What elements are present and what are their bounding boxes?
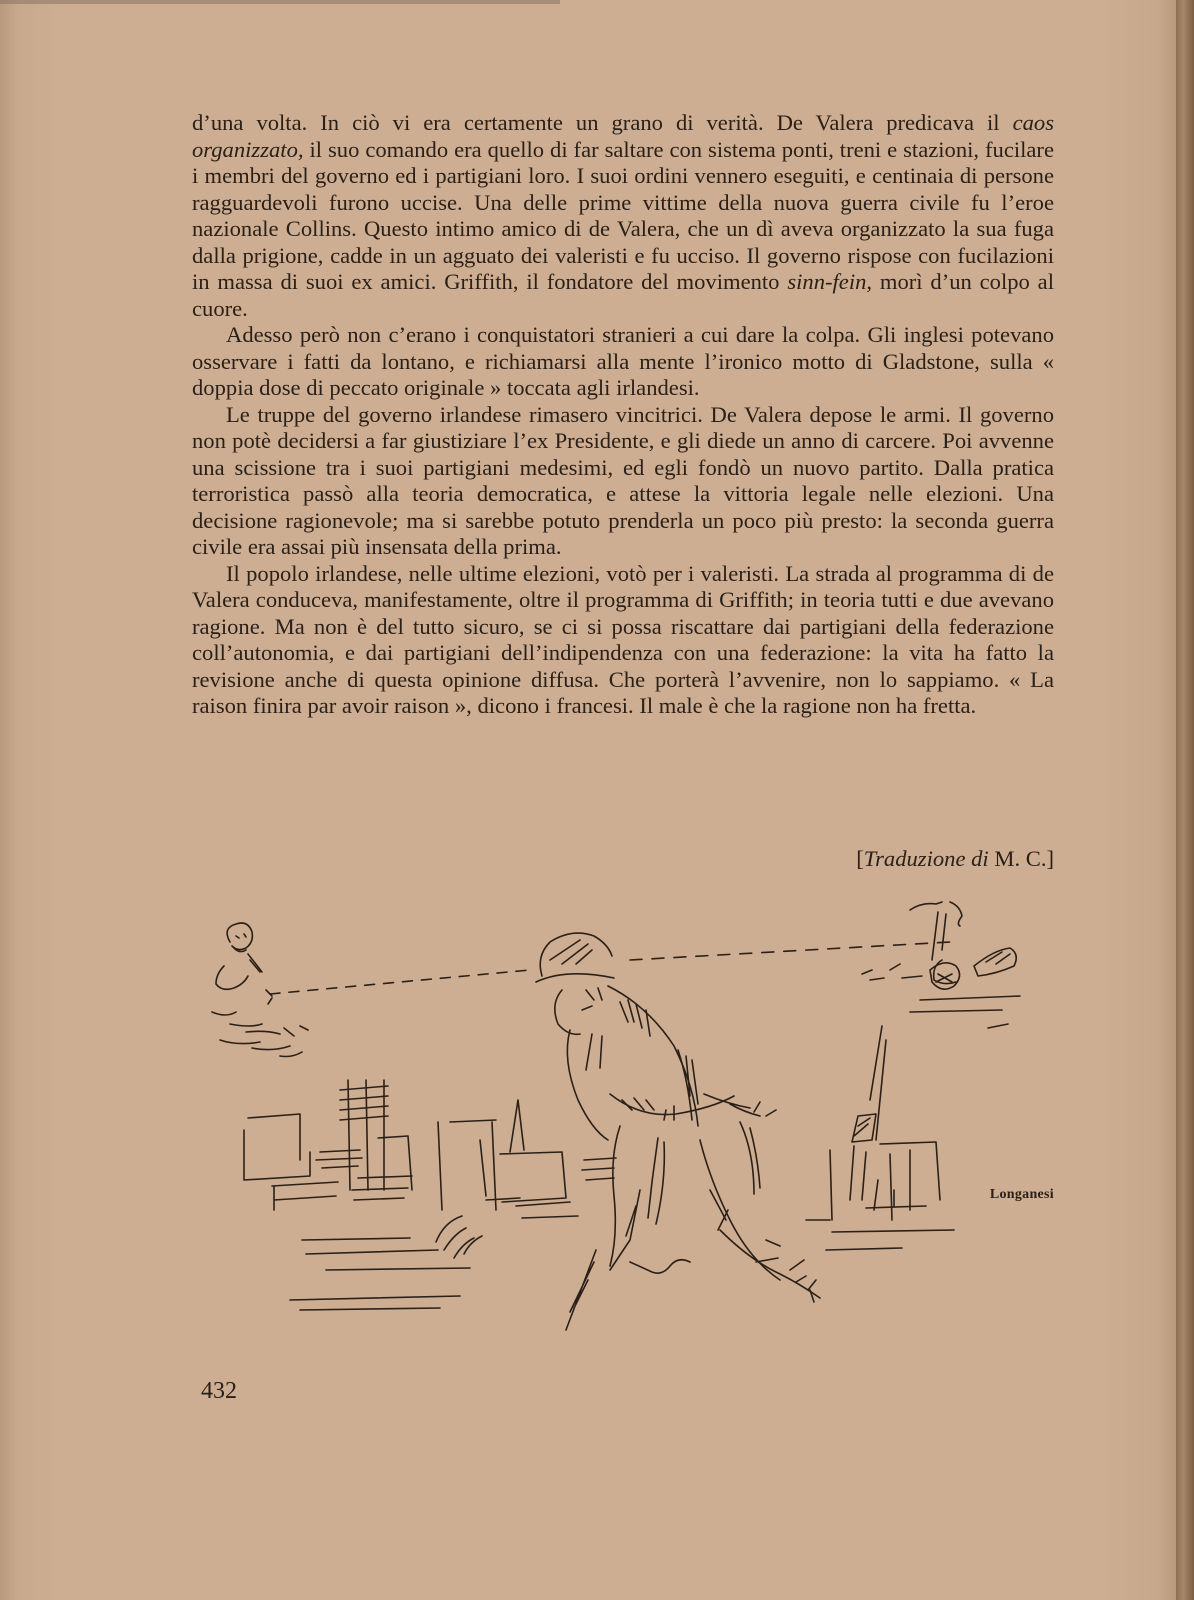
italic-phrase: sinn-fein, xyxy=(787,269,873,294)
italic-phrase: caos organizzato, xyxy=(192,110,1054,162)
left-furniture-drawing xyxy=(244,1080,616,1310)
text-run: il suo comando era quello di far saltare con sistema ponti, treni e stazioni, fucilare i membri del governo ed i partigiani loro. I suoi ordini vennero eseguiti, e centinaia di persone ragguardevoli furono uccise. Una delle prime vittime della nuova guerra civile fu l’eroe nazionale Collins. Questo intimo amico di de Valera, che un dì aveva organizzato la sua fuga dalla prigione, cadde in un agguato dei valeristi e fu ucciso. Il governo rispose con fucilazioni in massa di suoi ex amici. Griffith, il fondatore del movimento xyxy=(192,136,1054,294)
page-edge xyxy=(1176,0,1194,1600)
text-run: d’una volta. In ciò vi era certamente un grano di verità. De Valera predicava il xyxy=(192,110,1013,135)
cartoon-illustration xyxy=(190,890,1070,1350)
paragraph xyxy=(192,322,1054,402)
credit-translator: M. C.] xyxy=(988,846,1054,871)
paragraph xyxy=(192,561,1054,720)
translation-credit xyxy=(700,846,1054,872)
page-number: 432 xyxy=(201,1378,237,1404)
text-run: morì d’un colpo al cuore. xyxy=(192,269,1054,321)
text-run: Le truppe del governo irlandese rimasero vincitrici. De Valera depose le armi. Il governo non potè decidersi a far giustiziare l’ex Presidente, e gli diede un anno di carcere. Poi avvenne una scissione tra i suoi partigiani medesimi, ed egli fondò un nuovo partito. Dalla pratica terroristica passò alla teoria democratica, e attese la vittoria legale nelle elezioni. Una decisione ragionevole; ma si sarebbe potuto prenderla un poco più presto: la seconda guerra civile era assai più insensata della prima. xyxy=(192,401,1054,559)
credit-italic: Traduzione di xyxy=(863,846,989,871)
credit-bracket: [ xyxy=(856,846,864,871)
left-figure-drawing xyxy=(212,923,308,1057)
body-text xyxy=(192,110,1054,720)
central-figure-drawing xyxy=(536,933,820,1330)
text-run: Adesso però non c’erano i conquistatori stranieri a cui dare la colpa. Gli inglesi potevano osservare i fatti da lontano, e richiamarsi alla mente l’ironico motto di Gladstone, sulla « doppia dose di peccato originale » toccata agli irlandesi. xyxy=(192,322,1054,400)
paragraph xyxy=(192,402,1054,561)
artist-signature: Longanesi xyxy=(989,1187,1054,1202)
text-run: Il popolo irlandese, nelle ultime elezioni, votò per i valeristi. La strada al programma di de Valera conduceva, manifestamente, oltre il programma di Griffith; in teoria tutti e due avevano ragione. Ma non è del tutto sicuro, se ci si possa riscattare dai partigiani della federazione coll’autonomia, e dai partigiani dell’indipendenza con una federazione: la vita ha fatto la revisione anche di questa opinione diffusa. Che porterà l’avvenire, non lo sappiamo. « La raison finira par avoir raison », dicono i francesi. Il male è che la ragione non ha fretta. xyxy=(192,560,1054,718)
top-rule xyxy=(0,0,560,4)
paragraph xyxy=(192,110,1054,322)
